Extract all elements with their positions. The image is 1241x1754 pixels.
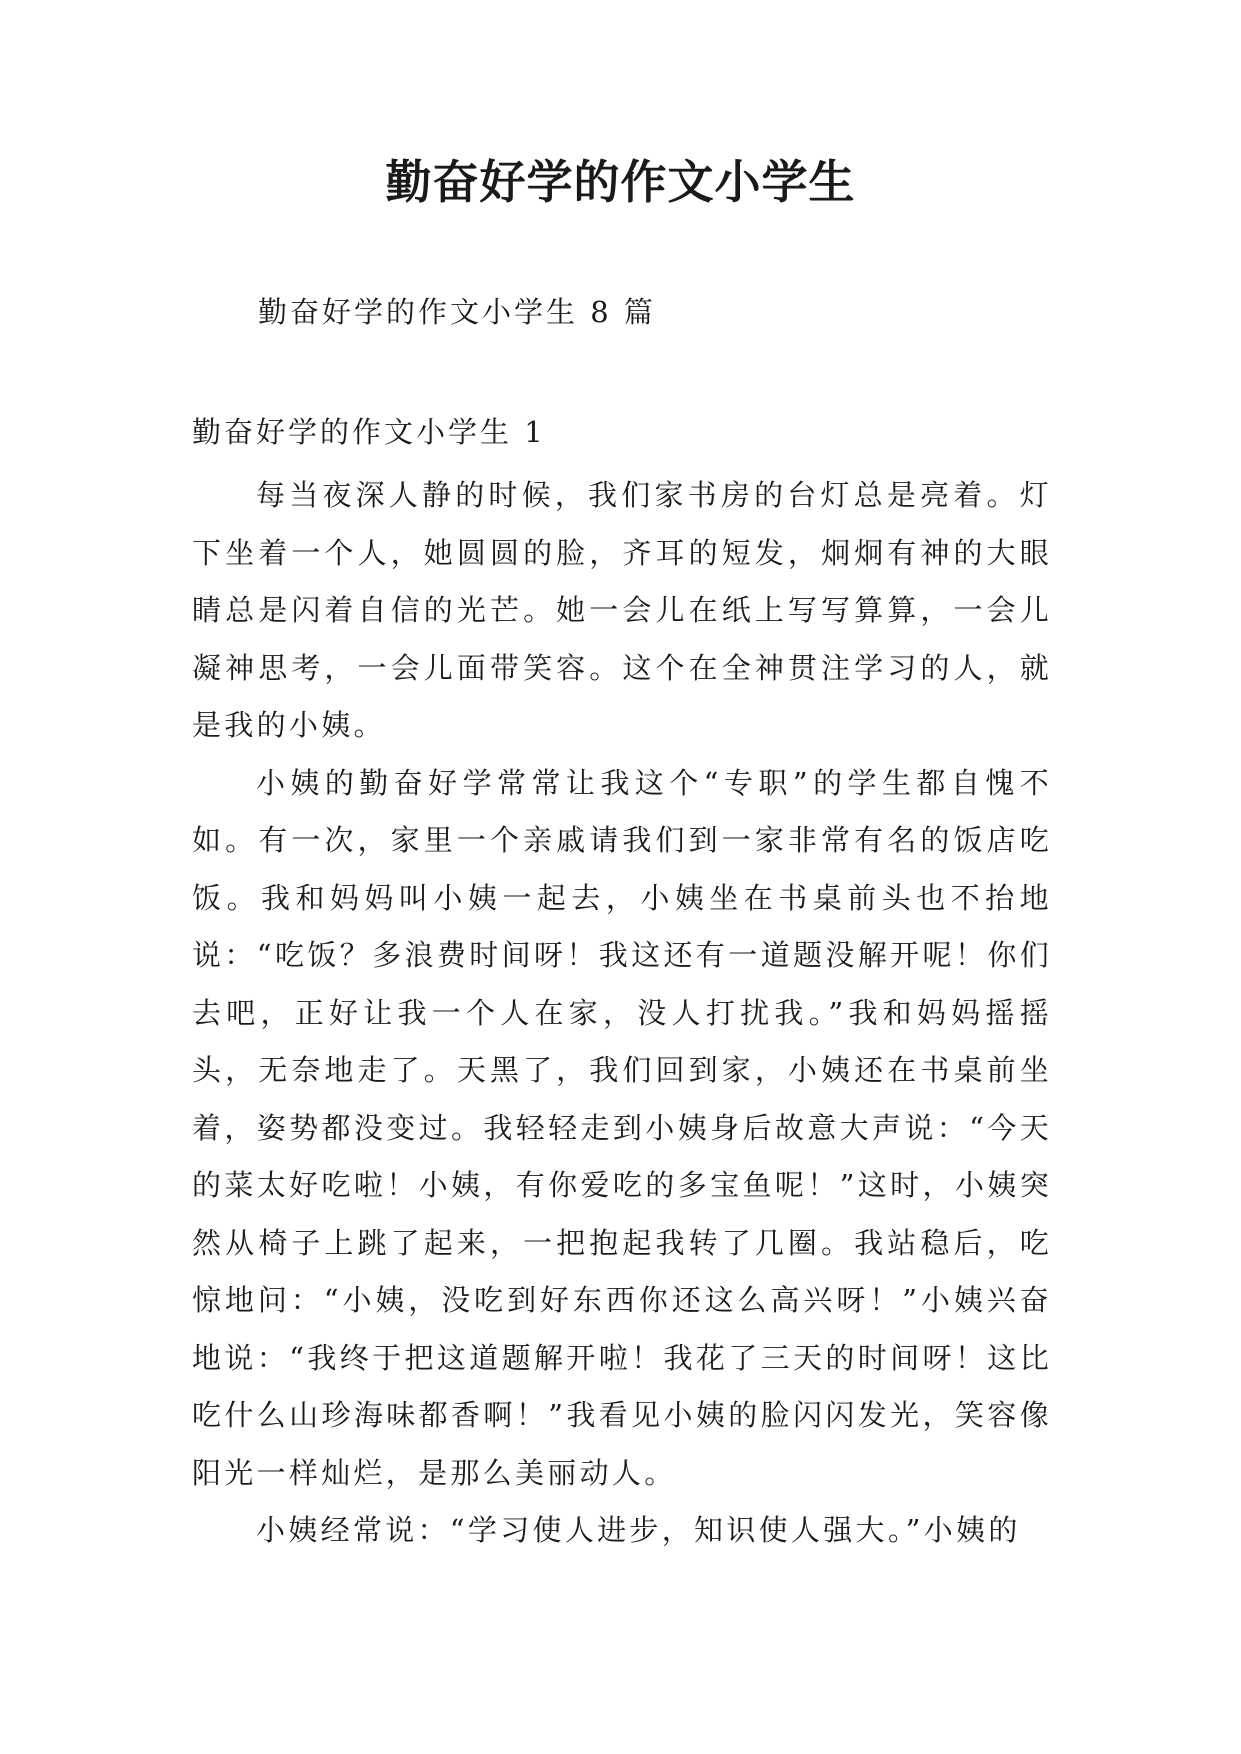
paragraph: 小姨的勤奋好学常常让我这个“专职”的学生都自愧不如。有一次，家里一个亲戚请我们到一家非常有名的饭店吃饭。我和妈妈叫小姨一起去，小姨坐在书桌前头也不抬地说：“吃饭？多浪费时间呀！我这还有一道题没解开呢！你们去吧，正好让我一个人在家，没人打扰我。”我和妈妈摇摇头，无奈地走了。天黑了，我们回到家，小姨还在书桌前坐着，姿势都没变过。我轻轻走到小姨身后故意大声说：“今天的菜太好吃啦！小姨，有你爱吃的多宝鱼呢！”这时，小姨突然从椅子上跳了起来，一把抱起我转了几圈。我站稳后，吃惊地问：“小姨，没吃到好东西你还这么高兴呀！”小姨兴奋地说：“我终于把这道题解开啦！我花了三天的时间呀！这比吃什么山珍海味都香啊！”我看见小姨的脸闪闪发光，笑容像阳光一样灿烂，是那么美丽动人。 <box>192 765 1052 1490</box>
document-subtitle: 勤奋好学的作文小学生 8 篇 <box>258 295 656 329</box>
document-title: 勤奋好学的作文小学生 <box>385 155 856 209</box>
section-heading: 勤奋好学的作文小学生 1 <box>192 415 546 449</box>
paragraph: 小姨经常说：“学习使人进步，知识使人强大。”小姨的 <box>256 1513 1021 1547</box>
paragraph: 每当夜深人静的时候，我们家书房的台灯总是亮着。灯下坐着一个人，她圆圆的脸，齐耳的短发，炯炯有神的大眼睛总是闪着自信的光芒。她一会儿在纸上写写算算，一会儿凝神思考，一会儿面带笑容。这个在全神贯注学习的人，就是我的小姨。 <box>192 478 1052 742</box>
essay-body <box>192 467 1052 1560</box>
